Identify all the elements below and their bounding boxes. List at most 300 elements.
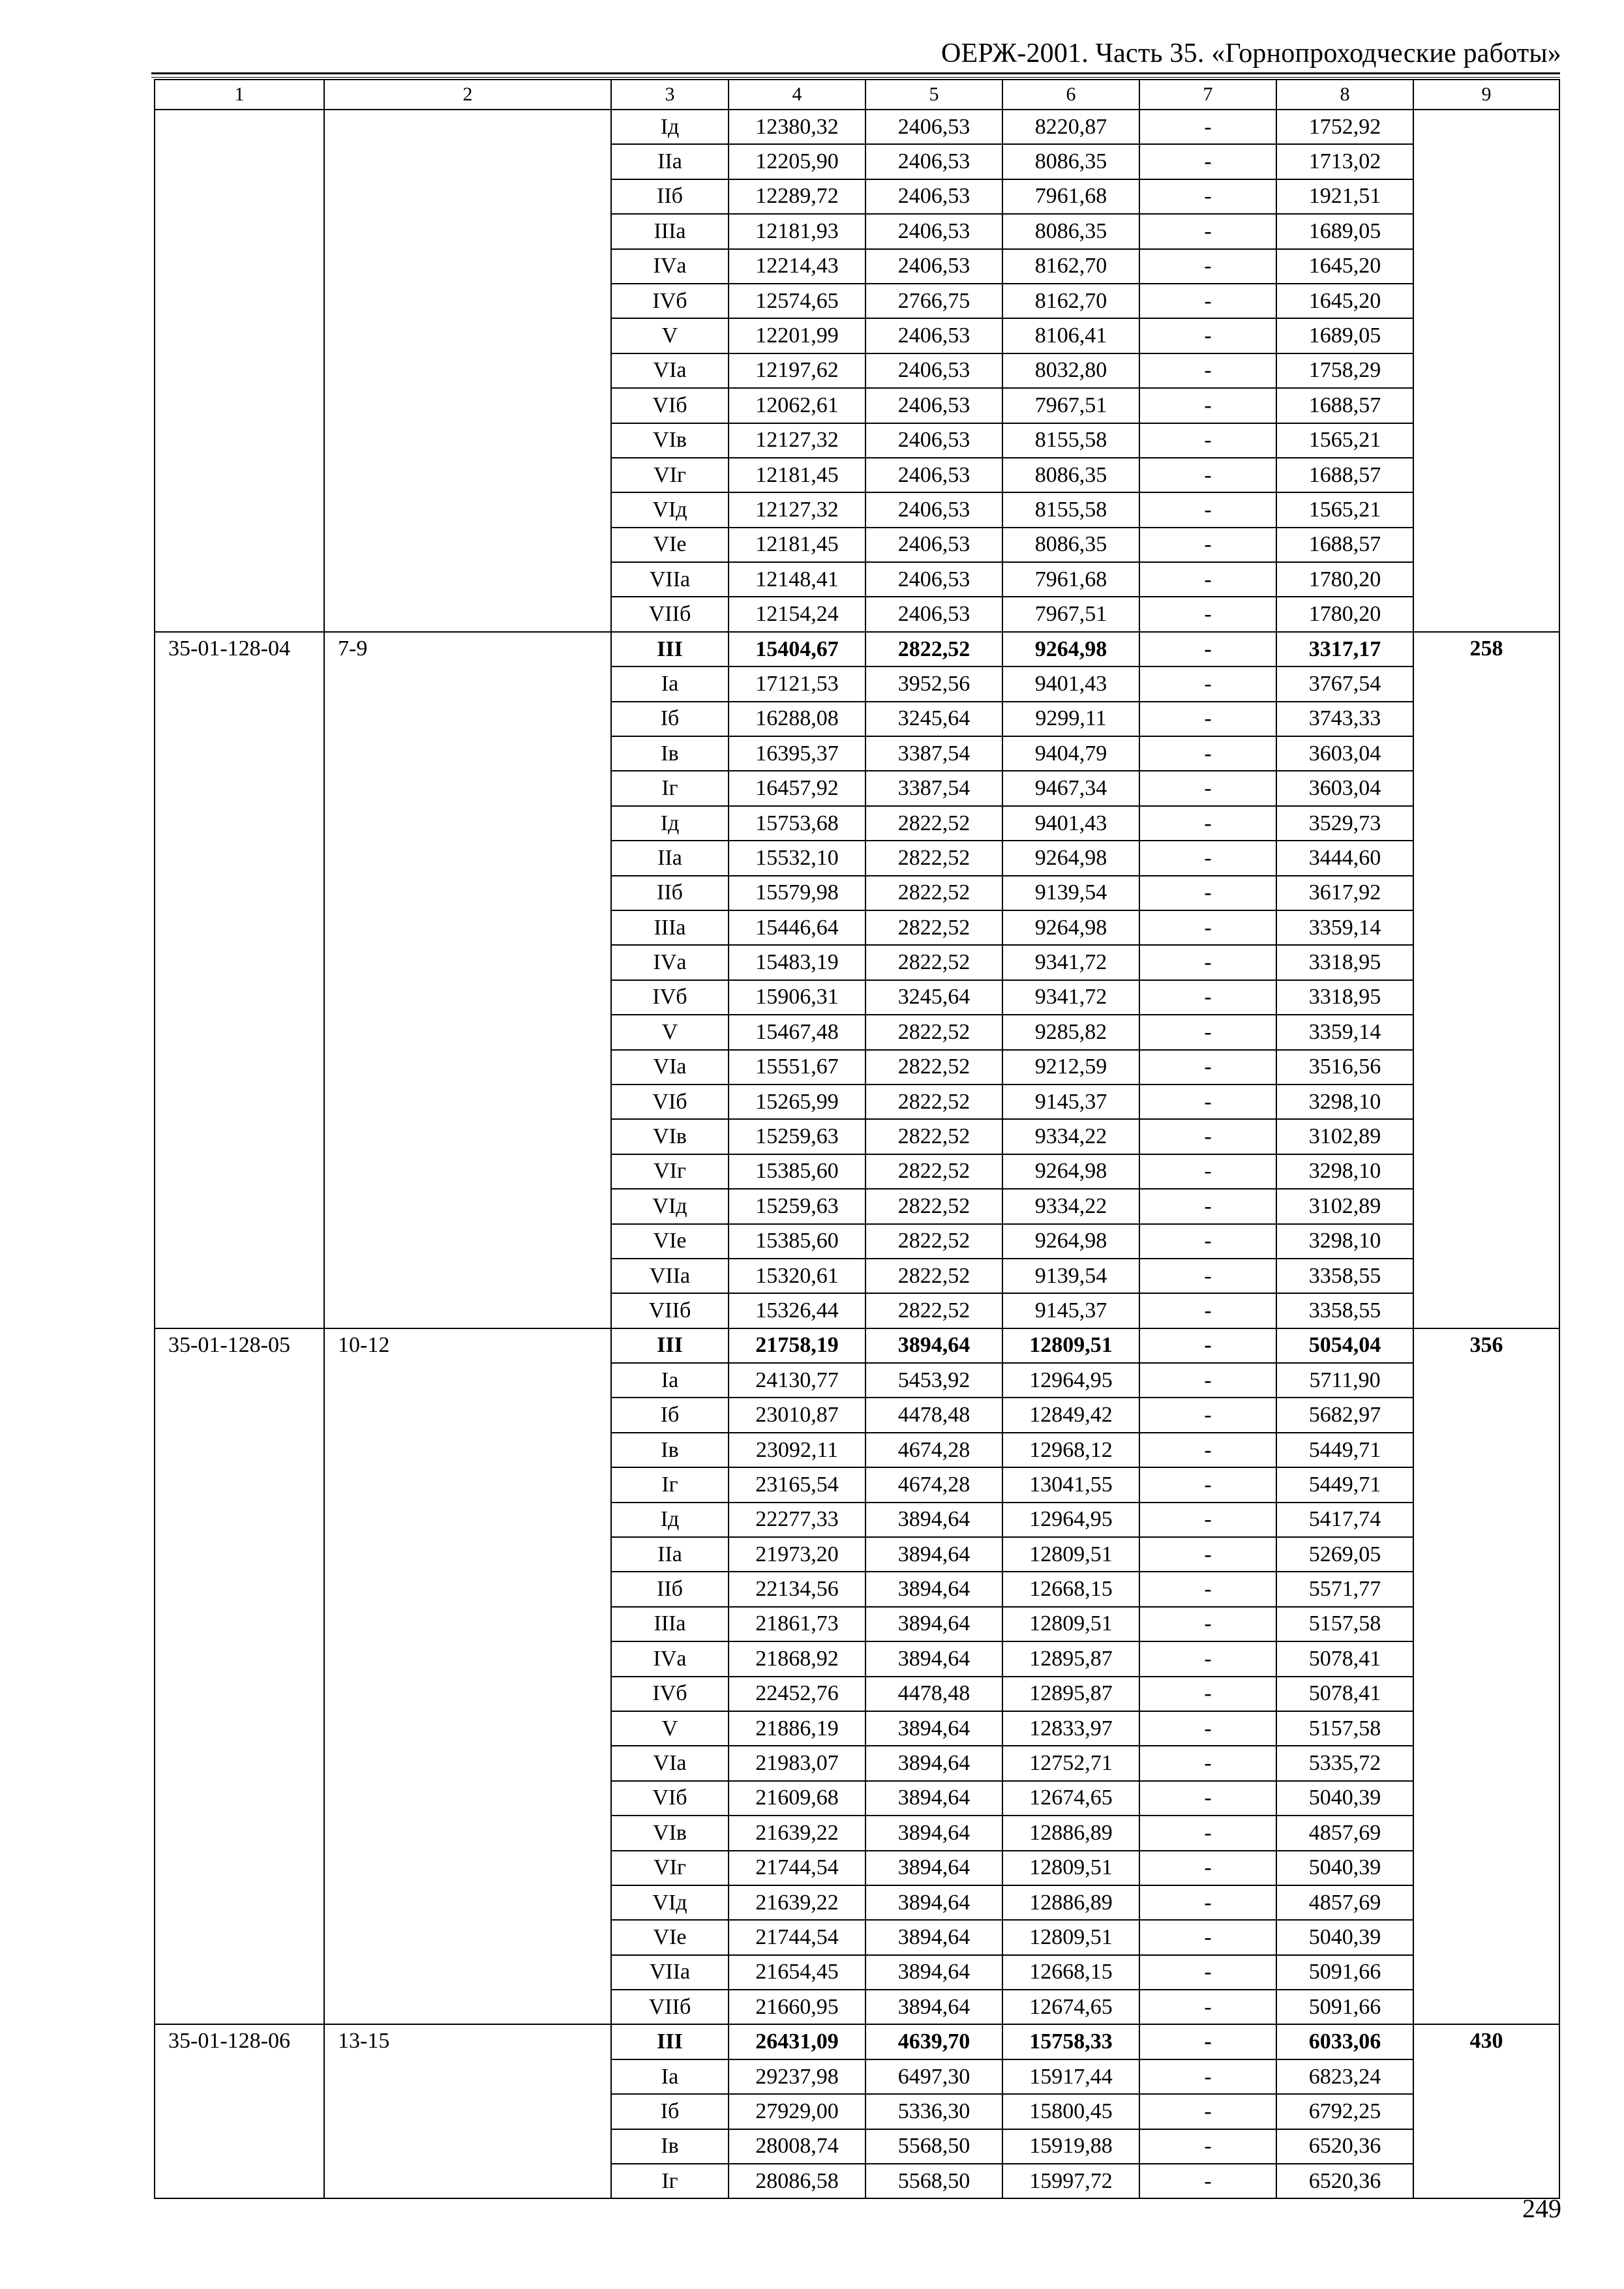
page-header: ОЕРЖ-2001. Часть 35. «Горнопроходческие работы» (940, 38, 1561, 68)
cell-col-7: - (1139, 702, 1276, 736)
cell-col-4: 21654,45 (729, 1955, 865, 1990)
cell-col-5: 2822,52 (865, 876, 1002, 910)
cell-col-8: 5157,58 (1276, 1711, 1413, 1746)
cell-col-5: 2822,52 (865, 1085, 1002, 1119)
cell-col-8: 3358,55 (1276, 1259, 1413, 1293)
cell-col-3: IIIа (611, 1607, 729, 1641)
page-number: 249 (1522, 2194, 1561, 2223)
cell-col-8: 1780,20 (1276, 597, 1413, 631)
cell-col-7: - (1139, 2059, 1276, 2094)
cell-col-6: 9341,72 (1002, 945, 1139, 980)
cell-col-8: 1921,51 (1276, 179, 1413, 214)
column-number: 2 (324, 80, 611, 110)
cell-col-4: 29237,98 (729, 2059, 865, 2094)
cell-col-5: 2822,52 (865, 1119, 1002, 1154)
cell-col-7: - (1139, 214, 1276, 248)
cell-col-4: 21744,54 (729, 1920, 865, 1954)
cell-col-8: 3743,33 (1276, 702, 1413, 736)
cell-col-3: IVа (611, 1641, 729, 1676)
cell-col-8: 3529,73 (1276, 806, 1413, 841)
cell-col-6: 9264,98 (1002, 1224, 1139, 1259)
cell-col-8: 1645,20 (1276, 284, 1413, 318)
cell-col-3: IIа (611, 841, 729, 875)
cell-col-6: 13041,55 (1002, 1467, 1139, 1502)
cell-col-4: 21983,07 (729, 1746, 865, 1780)
cell-col-4: 15906,31 (729, 980, 865, 1015)
cell-col-6: 12964,95 (1002, 1503, 1139, 1537)
cell-col-4: 15579,98 (729, 876, 865, 910)
cell-col-3: Iд (611, 806, 729, 841)
cell-col-5: 2406,53 (865, 144, 1002, 179)
cell-col-5: 3894,64 (865, 1851, 1002, 1885)
cell-col-3: VIIа (611, 1955, 729, 1990)
cell-col-6: 9404,79 (1002, 736, 1139, 771)
cell-col-5: 3387,54 (865, 771, 1002, 805)
column-number: 4 (729, 80, 865, 110)
cell-col-7: - (1139, 423, 1276, 458)
cell-col-7: - (1139, 388, 1276, 423)
cell-col-7: - (1139, 1816, 1276, 1850)
cell-col-6: 12968,12 (1002, 1433, 1139, 1467)
cell-col-3: V (611, 318, 729, 353)
cell-col-6: 15758,33 (1002, 2024, 1139, 2059)
cell-col-5: 2766,75 (865, 284, 1002, 318)
cell-col-8: 3298,10 (1276, 1085, 1413, 1119)
cell-col-5: 3894,64 (865, 1920, 1002, 1954)
cell-col-4: 15385,60 (729, 1224, 865, 1259)
cell-col-8: 6520,36 (1276, 2129, 1413, 2164)
cell-col-7: - (1139, 1677, 1276, 1711)
cell-col-4: 15259,63 (729, 1119, 865, 1154)
cell-col-8: 5054,04 (1276, 1328, 1413, 1363)
cell-col-3: Iб (611, 1398, 729, 1432)
column-number: 6 (1002, 80, 1139, 110)
cell-col-3: Iв (611, 736, 729, 771)
cell-col-3: VIа (611, 1050, 729, 1085)
cell-col-7: - (1139, 1015, 1276, 1049)
cell-col-6: 8220,87 (1002, 110, 1139, 144)
cell-col-6: 12895,87 (1002, 1641, 1139, 1676)
cell-col-8: 5040,39 (1276, 1781, 1413, 1816)
cell-col-6: 15800,45 (1002, 2094, 1139, 2129)
cell-col-4: 16288,08 (729, 702, 865, 736)
cell-col-8: 3318,95 (1276, 945, 1413, 980)
cell-col-6: 9334,22 (1002, 1119, 1139, 1154)
cell-col-5: 2406,53 (865, 249, 1002, 284)
cell-col-7: - (1139, 1955, 1276, 1990)
cell-col-4: 26431,09 (729, 2024, 865, 2059)
cell-col-5: 4639,70 (865, 2024, 1002, 2059)
cell-col-7: - (1139, 1781, 1276, 1816)
cell-col-5: 2406,53 (865, 388, 1002, 423)
column-number: 7 (1139, 80, 1276, 110)
cell-col-3: VIв (611, 423, 729, 458)
cell-col-6: 8162,70 (1002, 284, 1139, 318)
cell-col-5: 5336,30 (865, 2094, 1002, 2129)
cell-col-4: 21639,22 (729, 1885, 865, 1920)
cell-col-5: 2406,53 (865, 423, 1002, 458)
cell-col-8: 5682,97 (1276, 1398, 1413, 1432)
cell-col-8: 3444,60 (1276, 841, 1413, 875)
cell-col-8: 5417,74 (1276, 1503, 1413, 1537)
cell-col-3: III (611, 2024, 729, 2059)
cell-col-4: 27929,00 (729, 2094, 865, 2129)
table-row (155, 632, 1559, 666)
cell-col-6: 12752,71 (1002, 1746, 1139, 1780)
cell-col-7: - (1139, 1537, 1276, 1572)
cell-col-4: 21861,73 (729, 1607, 865, 1641)
cell-col-7: - (1139, 2094, 1276, 2129)
cell-col-7: - (1139, 1467, 1276, 1502)
code-cell: 35-01-128-04 (155, 632, 324, 1328)
cell-col-3: Iг (611, 2164, 729, 2198)
cell-col-5: 2406,53 (865, 318, 1002, 353)
cell-col-8: 3617,92 (1276, 876, 1413, 910)
column-number: 3 (611, 80, 729, 110)
cell-col-5: 2822,52 (865, 1015, 1002, 1049)
cell-col-7: - (1139, 458, 1276, 492)
cell-col-5: 3245,64 (865, 980, 1002, 1015)
cell-col-4: 21609,68 (729, 1781, 865, 1816)
price-table (154, 79, 1560, 2199)
cell-col-5: 3894,64 (865, 1955, 1002, 1990)
cell-col-7: - (1139, 597, 1276, 631)
cell-col-6: 15917,44 (1002, 2059, 1139, 2094)
cell-col-4: 23165,54 (729, 1467, 865, 1502)
cell-col-3: VIе (611, 1224, 729, 1259)
cell-col-7: - (1139, 1711, 1276, 1746)
cell-col-6: 7967,51 (1002, 388, 1139, 423)
cell-col-3: VIг (611, 1154, 729, 1189)
cell-col-5: 2406,53 (865, 492, 1002, 527)
cell-col-3: VIг (611, 1851, 729, 1885)
cell-col-7: - (1139, 1363, 1276, 1398)
cell-col-4: 28008,74 (729, 2129, 865, 2164)
param-cell: 10-12 (324, 1328, 611, 2025)
cell-col-3: IIб (611, 179, 729, 214)
cell-col-3: Iд (611, 1503, 729, 1537)
cell-col-5: 5568,50 (865, 2129, 1002, 2164)
cell-col-7: - (1139, 771, 1276, 805)
cell-col-7: - (1139, 562, 1276, 597)
cell-col-4: 12127,32 (729, 492, 865, 527)
cell-col-4: 15326,44 (729, 1293, 865, 1328)
cell-col-7: - (1139, 1746, 1276, 1780)
cell-col-6: 9264,98 (1002, 632, 1139, 666)
cell-col-6: 9264,98 (1002, 910, 1139, 945)
cell-col-5: 2822,52 (865, 632, 1002, 666)
cell-col-5: 3894,64 (865, 1607, 1002, 1641)
cell-col-4: 12289,72 (729, 179, 865, 214)
cell-col-8: 1689,05 (1276, 214, 1413, 248)
cell-col-7: - (1139, 632, 1276, 666)
cell-col-4: 23092,11 (729, 1433, 865, 1467)
cell-col-4: 22452,76 (729, 1677, 865, 1711)
cell-col-3: Iб (611, 702, 729, 736)
header-rule-thin (151, 77, 1560, 78)
cell-col-4: 22277,33 (729, 1503, 865, 1537)
cell-col-3: VIе (611, 1920, 729, 1954)
cell-col-3: VIIб (611, 597, 729, 631)
cell-col-6: 8032,80 (1002, 353, 1139, 388)
cell-col-6: 12674,65 (1002, 1990, 1139, 2024)
cell-col-7: - (1139, 1189, 1276, 1223)
cell-col-5: 2406,53 (865, 353, 1002, 388)
cell-col-4: 22134,56 (729, 1572, 865, 1606)
cell-col-6: 9264,98 (1002, 841, 1139, 875)
total-cell: 356 (1413, 1328, 1559, 2025)
cell-col-7: - (1139, 806, 1276, 841)
cell-col-8: 6520,36 (1276, 2164, 1413, 2198)
table-row (155, 110, 1559, 144)
cell-col-8: 5040,39 (1276, 1851, 1413, 1885)
cell-col-7: - (1139, 1885, 1276, 1920)
cell-col-8: 3317,17 (1276, 632, 1413, 666)
cell-col-6: 8086,35 (1002, 458, 1139, 492)
cell-col-7: - (1139, 841, 1276, 875)
cell-col-8: 5335,72 (1276, 1746, 1413, 1780)
cell-col-5: 2406,53 (865, 179, 1002, 214)
cell-col-8: 5078,41 (1276, 1641, 1413, 1676)
cell-col-5: 3894,64 (865, 1641, 1002, 1676)
cell-col-3: V (611, 1711, 729, 1746)
column-number: 5 (865, 80, 1002, 110)
cell-col-7: - (1139, 2024, 1276, 2059)
cell-col-8: 5040,39 (1276, 1920, 1413, 1954)
cell-col-7: - (1139, 318, 1276, 353)
cell-col-8: 5091,66 (1276, 1955, 1413, 1990)
cell-col-8: 5078,41 (1276, 1677, 1413, 1711)
cell-col-3: Iа (611, 2059, 729, 2094)
cell-col-4: 12148,41 (729, 562, 865, 597)
table-row (155, 1328, 1559, 1363)
cell-col-6: 12809,51 (1002, 1851, 1139, 1885)
cell-col-8: 3102,89 (1276, 1119, 1413, 1154)
cell-col-8: 6792,25 (1276, 2094, 1413, 2129)
cell-col-6: 12895,87 (1002, 1677, 1139, 1711)
cell-col-5: 3952,56 (865, 666, 1002, 701)
cell-col-3: IIб (611, 876, 729, 910)
cell-col-5: 2406,53 (865, 458, 1002, 492)
cell-col-7: - (1139, 1050, 1276, 1085)
cell-col-6: 9299,11 (1002, 702, 1139, 736)
cell-col-3: Iд (611, 110, 729, 144)
cell-col-4: 21758,19 (729, 1328, 865, 1363)
cell-col-3: IVа (611, 249, 729, 284)
cell-col-6: 9139,54 (1002, 876, 1139, 910)
cell-col-5: 2822,52 (865, 945, 1002, 980)
cell-col-3: VIIб (611, 1293, 729, 1328)
cell-col-7: - (1139, 1154, 1276, 1189)
cell-col-8: 3516,56 (1276, 1050, 1413, 1085)
cell-col-5: 2406,53 (865, 597, 1002, 631)
cell-col-5: 2822,52 (865, 1259, 1002, 1293)
cell-col-5: 2822,52 (865, 841, 1002, 875)
cell-col-4: 21886,19 (729, 1711, 865, 1746)
cell-col-6: 9401,43 (1002, 666, 1139, 701)
cell-col-6: 12668,15 (1002, 1572, 1139, 1606)
cell-col-7: - (1139, 249, 1276, 284)
cell-col-4: 15483,19 (729, 945, 865, 980)
cell-col-4: 28086,58 (729, 2164, 865, 2198)
cell-col-6: 12886,89 (1002, 1885, 1139, 1920)
cell-col-7: - (1139, 945, 1276, 980)
total-cell: 430 (1413, 2024, 1559, 2198)
header-rule-thick (151, 72, 1560, 74)
cell-col-8: 3318,95 (1276, 980, 1413, 1015)
cell-col-5: 2822,52 (865, 1050, 1002, 1085)
cell-col-3: Iв (611, 1433, 729, 1467)
cell-col-3: VIд (611, 1885, 729, 1920)
cell-col-5: 2822,52 (865, 910, 1002, 945)
cell-col-4: 15320,61 (729, 1259, 865, 1293)
cell-col-5: 3894,64 (865, 1503, 1002, 1537)
cell-col-6: 7961,68 (1002, 562, 1139, 597)
cell-col-8: 3298,10 (1276, 1154, 1413, 1189)
cell-col-6: 9334,22 (1002, 1189, 1139, 1223)
cell-col-3: VIIб (611, 1990, 729, 2024)
cell-col-7: - (1139, 1433, 1276, 1467)
cell-col-7: - (1139, 284, 1276, 318)
cell-col-7: - (1139, 1641, 1276, 1676)
cell-col-5: 2406,53 (865, 562, 1002, 597)
cell-col-3: VIIа (611, 1259, 729, 1293)
cell-col-3: III (611, 632, 729, 666)
column-number: 9 (1413, 80, 1559, 110)
total-cell (1413, 110, 1559, 632)
cell-col-7: - (1139, 1119, 1276, 1154)
cell-col-6: 12809,51 (1002, 1537, 1139, 1572)
cell-col-4: 21744,54 (729, 1851, 865, 1885)
cell-col-7: - (1139, 353, 1276, 388)
cell-col-3: Iг (611, 771, 729, 805)
cell-col-7: - (1139, 2164, 1276, 2198)
cell-col-4: 12380,32 (729, 110, 865, 144)
cell-col-6: 12886,89 (1002, 1816, 1139, 1850)
cell-col-8: 3358,55 (1276, 1293, 1413, 1328)
cell-col-4: 12181,93 (729, 214, 865, 248)
cell-col-4: 12197,62 (729, 353, 865, 388)
cell-col-6: 12809,51 (1002, 1607, 1139, 1641)
cell-col-4: 12201,99 (729, 318, 865, 353)
cell-col-6: 8155,58 (1002, 492, 1139, 527)
cell-col-8: 1565,21 (1276, 492, 1413, 527)
cell-col-3: VIг (611, 458, 729, 492)
cell-col-4: 15446,64 (729, 910, 865, 945)
cell-col-8: 1752,92 (1276, 110, 1413, 144)
cell-col-8: 1780,20 (1276, 562, 1413, 597)
cell-col-6: 9145,37 (1002, 1085, 1139, 1119)
cell-col-6: 15919,88 (1002, 2129, 1139, 2164)
cell-col-6: 12849,42 (1002, 1398, 1139, 1432)
cell-col-3: Iв (611, 2129, 729, 2164)
cell-col-8: 4857,69 (1276, 1885, 1413, 1920)
cell-col-5: 3245,64 (865, 702, 1002, 736)
cell-col-4: 12127,32 (729, 423, 865, 458)
cell-col-8: 3603,04 (1276, 736, 1413, 771)
cell-col-7: - (1139, 980, 1276, 1015)
cell-col-6: 12833,97 (1002, 1711, 1139, 1746)
cell-col-4: 21973,20 (729, 1537, 865, 1572)
code-cell: 35-01-128-06 (155, 2024, 324, 2198)
cell-col-5: 4478,48 (865, 1677, 1002, 1711)
cell-col-4: 12574,65 (729, 284, 865, 318)
cell-col-8: 3102,89 (1276, 1189, 1413, 1223)
cell-col-3: IIа (611, 144, 729, 179)
cell-col-7: - (1139, 736, 1276, 771)
cell-col-8: 5269,05 (1276, 1537, 1413, 1572)
cell-col-8: 6823,24 (1276, 2059, 1413, 2094)
cell-col-8: 5157,58 (1276, 1607, 1413, 1641)
cell-col-7: - (1139, 1851, 1276, 1885)
column-number: 8 (1276, 80, 1413, 110)
column-number-row (155, 80, 1559, 110)
cell-col-5: 5568,50 (865, 2164, 1002, 2198)
cell-col-3: Iа (611, 1363, 729, 1398)
cell-col-5: 5453,92 (865, 1363, 1002, 1398)
cell-col-8: 1688,57 (1276, 388, 1413, 423)
cell-col-5: 6497,30 (865, 2059, 1002, 2094)
cell-col-4: 12205,90 (729, 144, 865, 179)
cell-col-4: 16395,37 (729, 736, 865, 771)
cell-col-7: - (1139, 110, 1276, 144)
column-number: 1 (155, 80, 324, 110)
cell-col-6: 9145,37 (1002, 1293, 1139, 1328)
cell-col-8: 1689,05 (1276, 318, 1413, 353)
cell-col-7: - (1139, 492, 1276, 527)
cell-col-8: 5091,66 (1276, 1990, 1413, 2024)
cell-col-4: 15551,67 (729, 1050, 865, 1085)
cell-col-3: V (611, 1015, 729, 1049)
cell-col-3: IVа (611, 945, 729, 980)
cell-col-6: 9264,98 (1002, 1154, 1139, 1189)
param-cell: 13-15 (324, 2024, 611, 2198)
cell-col-7: - (1139, 1607, 1276, 1641)
cell-col-5: 2822,52 (865, 1224, 1002, 1259)
cell-col-4: 15404,67 (729, 632, 865, 666)
cell-col-5: 3894,64 (865, 1781, 1002, 1816)
cell-col-5: 3894,64 (865, 1572, 1002, 1606)
cell-col-3: IIа (611, 1537, 729, 1572)
code-cell (155, 110, 324, 632)
cell-col-7: - (1139, 1293, 1276, 1328)
cell-col-4: 12181,45 (729, 528, 865, 562)
cell-col-7: - (1139, 910, 1276, 945)
cell-col-6: 12674,65 (1002, 1781, 1139, 1816)
cell-col-7: - (1139, 1398, 1276, 1432)
cell-col-7: - (1139, 666, 1276, 701)
cell-col-4: 16457,92 (729, 771, 865, 805)
cell-col-5: 2406,53 (865, 110, 1002, 144)
cell-col-4: 12214,43 (729, 249, 865, 284)
cell-col-4: 23010,87 (729, 1398, 865, 1432)
cell-col-8: 1688,57 (1276, 528, 1413, 562)
cell-col-3: VIб (611, 1781, 729, 1816)
cell-col-5: 2822,52 (865, 1189, 1002, 1223)
cell-col-5: 3894,64 (865, 1328, 1002, 1363)
cell-col-4: 21660,95 (729, 1990, 865, 2024)
cell-col-6: 9401,43 (1002, 806, 1139, 841)
cell-col-6: 12809,51 (1002, 1328, 1139, 1363)
cell-col-8: 5449,71 (1276, 1433, 1413, 1467)
total-cell: 258 (1413, 632, 1559, 1328)
cell-col-3: Iа (611, 666, 729, 701)
cell-col-8: 5449,71 (1276, 1467, 1413, 1502)
cell-col-5: 3387,54 (865, 736, 1002, 771)
cell-col-4: 24130,77 (729, 1363, 865, 1398)
cell-col-6: 9341,72 (1002, 980, 1139, 1015)
cell-col-3: IVб (611, 284, 729, 318)
